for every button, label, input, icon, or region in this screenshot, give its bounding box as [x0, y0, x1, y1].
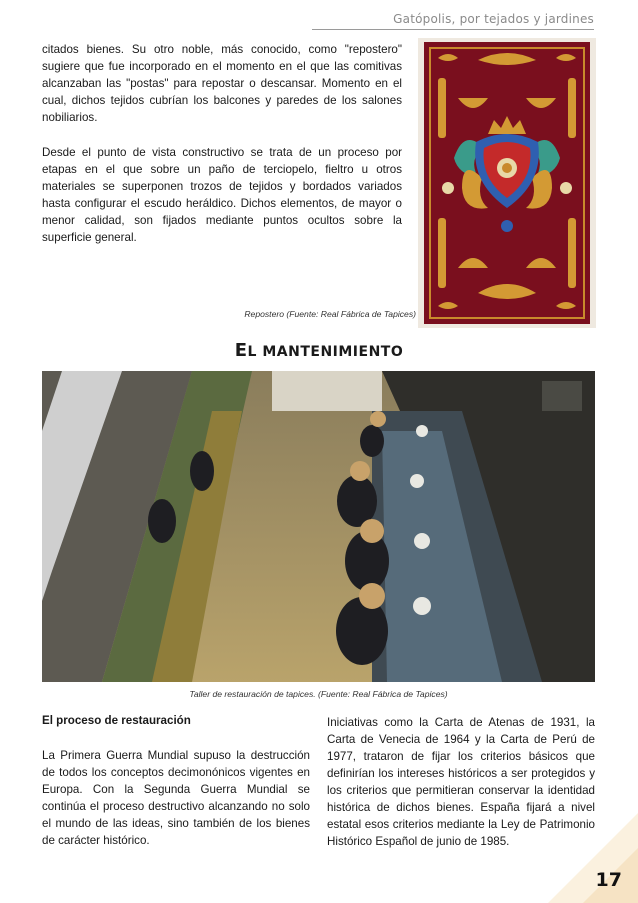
header-rule: [312, 29, 594, 30]
section-title: [0, 340, 638, 361]
page-number: 17: [595, 869, 622, 891]
repostero-illustration: [418, 38, 596, 328]
restoration-paragraph-1: La Primera Guerra Mundial supuso la destrucción de todos los conceptos decimonónicos vigentes en Europa. Con la Segunda Guerra Mundial se continúa el proceso destructivo alcanzando no solo el mundo de las ideas, sino también de los bienes de carácter histórico.: [42, 749, 310, 847]
workshop-photo: [42, 371, 595, 682]
figure-caption-repostero: Repostero (Fuente: Real Fábrica de Tapices): [244, 309, 416, 319]
figure-caption-workshop: Taller de restauración de tapices. (Fuente: Real Fábrica de Tapices): [189, 689, 448, 699]
workshop-illustration: [42, 371, 595, 682]
intro-paragraph-1: citados bienes. Su otro noble, más conocido, como "repostero" sugiere que fue incorporado en el momento en el que las comitivas alcanzaban las "postas" para repostar o descansar. Momento en el cual, dichos tejidos cubrían los balcones y paredes de los salones nobiliarios.: [42, 43, 402, 124]
intro-paragraph-2: Desde el punto de vista constructivo se trata de un proceso por etapas en el que sobre un paño de terciopelo, fieltro u otros materiales se superponen trozos de tejidos y bordados variados hasta configurar el escudo heráldico. Dichos elementos, de mayor o menor calidad, son fijados mediante puntos ocultos sobre la superficie general.: [42, 146, 402, 244]
section-title-rest: L MANTENIMIENTO: [247, 344, 404, 360]
repostero-image: [418, 38, 596, 328]
restoration-paragraph-2: Iniciativas como la Carta de Atenas de 1931, la Carta de Venecia de 1964 y la Carta de Perú de 1977, trataron de fijar los criterios básicos que definirían los intereses históricos a ser protegidos y los criterios que permitieran conservar la identidad histórica de dichos bienes. España fijará a nivel estatal esos criterios mediante la Ley de Patrimonio Histórico Español de junio de 1985.: [327, 716, 595, 848]
running-header: Gatópolis, por tejados y jardines: [393, 12, 594, 26]
restoration-heading: El proceso de restauración: [42, 714, 191, 727]
section-title-initial: E: [234, 340, 248, 361]
